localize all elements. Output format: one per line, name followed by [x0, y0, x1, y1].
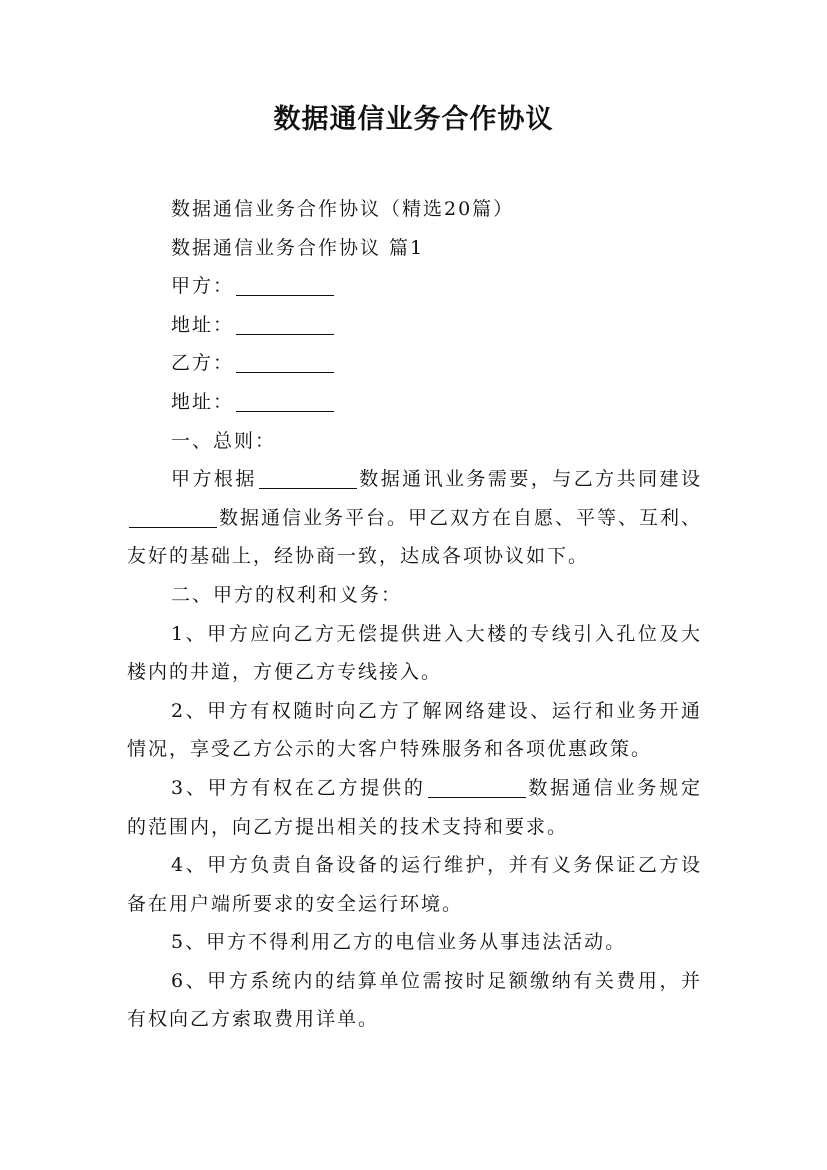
- blank-party-b: [236, 352, 334, 373]
- item-2: 2、甲方有权随时向乙方了解网络建设、运行和业务开通情况，享受乙方公示的大客户特殊服务和各项优惠政策。: [127, 699, 702, 761]
- address-b-line: 地址：: [127, 383, 702, 422]
- article-heading: 数据通信业务合作协议 篇1: [171, 236, 425, 259]
- item-4: 4、甲方负责自备设备的运行维护，并有义务保证乙方设备在用户端所要求的安全运行环境。: [127, 854, 702, 915]
- blank-general-1: [259, 468, 357, 489]
- address-a-line: 地址：: [127, 306, 702, 345]
- section-1-heading: 一、总则：: [171, 429, 277, 452]
- item-5: 5、甲方不得利用乙方的电信业务从事违法活动。: [171, 931, 627, 954]
- item-1: 1、甲方应向乙方无偿提供进入大楼的专线引入孔位及大楼内的井道，方便乙方专线接入。: [127, 622, 702, 684]
- party-b-line: 乙方：: [127, 344, 702, 383]
- blank-general-2: [129, 507, 217, 528]
- party-a-line: 甲方：: [127, 267, 702, 306]
- blank-address-a: [236, 314, 334, 335]
- item-3: 3、甲方有权在乙方提供的 数据通信业务规定的范围内，向乙方提出相关的技术支持和要求。: [127, 776, 702, 838]
- blank-item-3: [428, 777, 526, 798]
- section-2-heading: 二、甲方的权利和义务：: [171, 583, 403, 606]
- blank-address-b: [236, 391, 334, 412]
- item-6: 6、甲方系统内的结算单位需按时足额缴纳有关费用，并有权向乙方索取费用详单。: [127, 969, 702, 1031]
- blank-party-a: [236, 275, 334, 296]
- subtitle: 数据通信业务合作协议（精选20篇）: [171, 198, 515, 220]
- document-body: [127, 190, 702, 1039]
- document-title: 数据通信业务合作协议: [273, 104, 554, 135]
- general-paragraph: 甲方根据 数据通讯业务需要，与乙方共同建设数据通信业务平台。甲乙双方在自愿、平等、互利、友好的基础上，经协商一致，达成各项协议如下。: [127, 468, 703, 568]
